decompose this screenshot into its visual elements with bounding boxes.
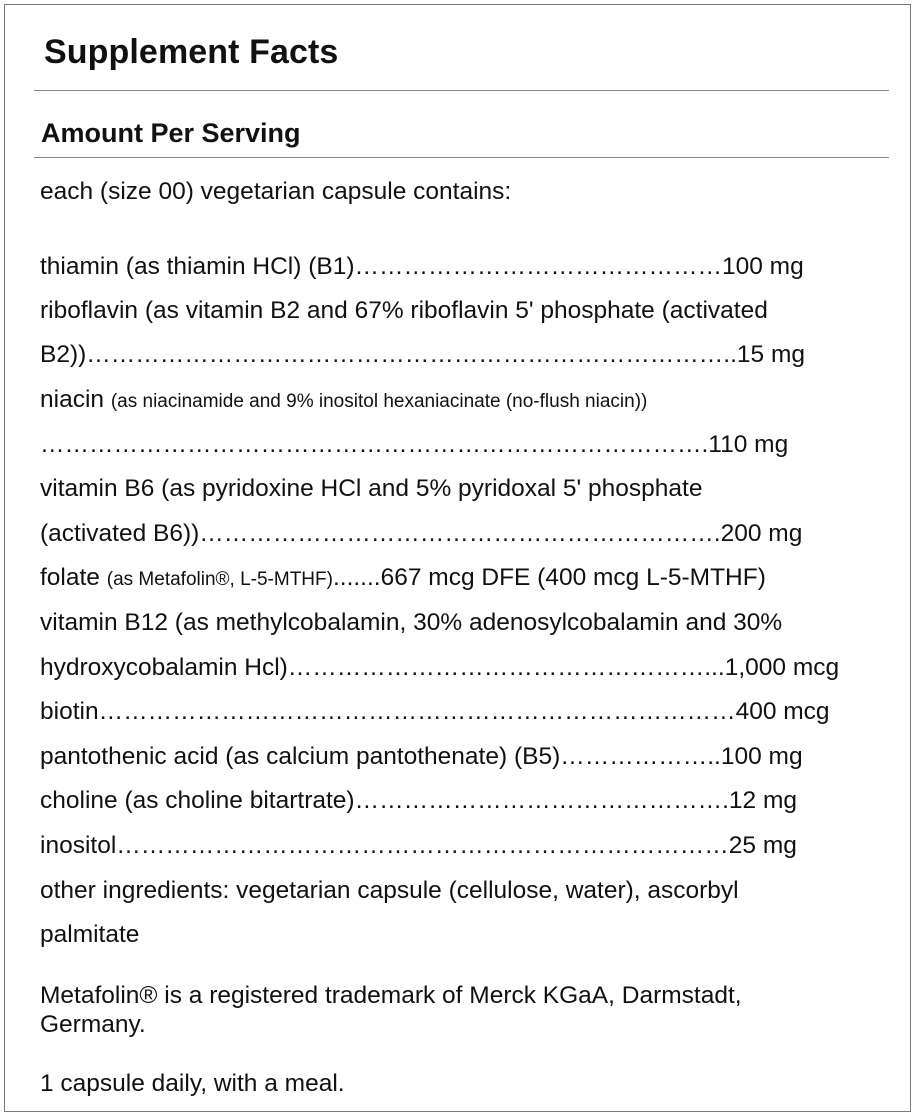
ingredient-vitamin-b12-cont: hydroxycobalamin Hcl)……………………………………………...1,000 mcg [40,654,840,681]
other-ingredients-cont: palmitate [40,921,140,948]
directions: 1 capsule daily, with a meal. [40,1070,345,1097]
amount-per-serving-heading: Amount Per Serving [41,118,301,148]
ingredient-vitamin-b6: vitamin B6 (as pyridoxine HCl and 5% pyridoxal 5' phosphate [40,475,703,502]
ingredient-niacin: niacin (as niacinamide and 9% inositol hexaniacinate (no-flush niacin)) [40,386,648,413]
panel-title: Supplement Facts [44,33,339,71]
ingredient-niacin-cont: ……………………………………………………………………….110 mg [40,431,789,458]
serving-description: each (size 00) vegetarian capsule contains: [40,178,512,205]
subhead-divider [34,157,889,158]
ingredient-riboflavin-cont: B2))……………………………………………………………………..15 mg [40,341,805,368]
ingredient-vitamin-b12: vitamin B12 (as methylcobalamin, 30% adenosylcobalamin and 30% [40,609,783,636]
trademark-note-cont: Germany. [40,1011,146,1038]
other-ingredients: other ingredients: vegetarian capsule (cellulose, water), ascorbyl [40,877,739,904]
ingredient-riboflavin: riboflavin (as vitamin B2 and 67% riboflavin 5' phosphate (activated [40,297,768,324]
ingredient-choline: choline (as choline bitartrate)……………………………………….12 mg [40,787,797,814]
trademark-note: Metafolin® is a registered trademark of Merck KGaA, Darmstadt, [40,982,742,1009]
ingredient-biotin: biotin……………………………………………………………………400 mcg [40,698,830,725]
ingredient-inositol: inositol…………………………………………………………………25 mg [40,832,797,859]
title-divider [34,90,889,91]
ingredient-folate: folate (as Metafolin®, L-5-MTHF).......667 mcg DFE (400 mcg L-5-MTHF) [40,564,766,591]
ingredient-pantothenic-acid: pantothenic acid (as calcium pantothenate) (B5)………………..100 mg [40,743,803,770]
ingredient-thiamin: thiamin (as thiamin HCl) (B1)………………………………………100 mg [40,253,804,280]
supplement-facts-panel [4,4,911,1112]
ingredient-vitamin-b6-cont: (activated B6))……………………………………………………….200 mg [40,520,803,547]
